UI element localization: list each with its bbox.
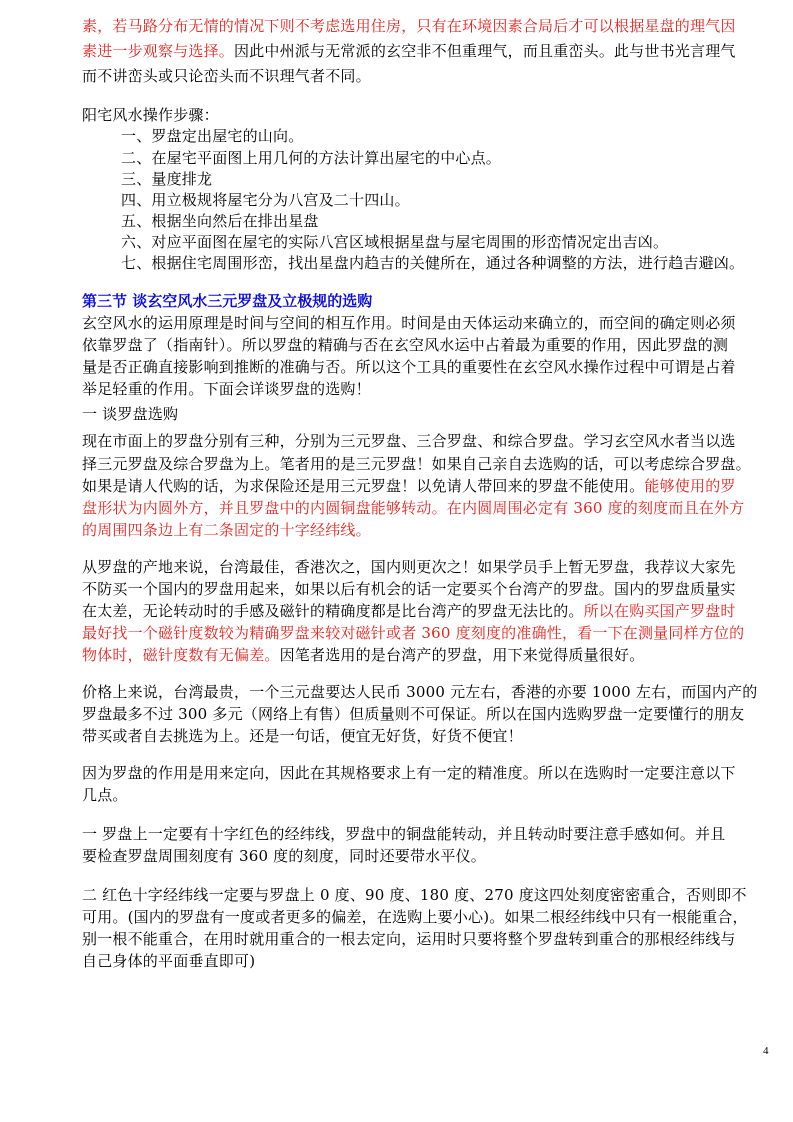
step-item-1: 一、罗盘定出屋宅的山向。 <box>121 127 304 145</box>
para7-line-4: 自己身体的平面垂直即可) <box>82 952 256 970</box>
para2-line-4 <box>82 499 744 518</box>
para1-line-1-seg-1: 素，若马路分布无情的情况下则不考虑选用住房，只有在环境因素合局后才可以根据星盘的理气因 <box>82 17 736 35</box>
intro-line-2: 依靠罗盘了（指南针）。所以罗盘的精确与否在玄空风水运中占着最为重要的作用，因此罗盘的测 <box>82 336 729 354</box>
para3-line-4 <box>82 624 744 643</box>
intro-line-4: 举足轻重的作用。下面会详谈罗盘的选购！ <box>82 380 371 398</box>
para3-line-2 <box>82 580 736 599</box>
para1-line-1 <box>82 17 736 36</box>
para2-line-5 <box>82 521 371 540</box>
step-item-5: 五、根据坐向然后在排出星盘 <box>121 212 319 230</box>
intro-line-1: 玄空风水的运用原理是时间与空间的相互作用。时间是由天体运动来确立的，而空间的确定则必须 <box>82 314 736 332</box>
step-item-4: 四、用立极规将屋宅分为八宫及二十四山。 <box>121 191 410 209</box>
para2-line-1-seg-1: 现在市面上的罗盘分别有三种，分别为三元罗盘、三合罗盘、和综合罗盘。学习玄空风水者当以选 <box>82 432 736 450</box>
para3-line-1-seg-1: 从罗盘的产地来说，台湾最佳，香港次之，国内则更次之！如果学员手上暂无罗盘，我荐议大家先 <box>82 558 736 576</box>
para6-line-2: 要检查罗盘周围刻度有 360 度的刻度，同时还要带水平仪。 <box>82 847 486 865</box>
para3-line-5-seg-1: 物体时，磁针度数有无偏差。 <box>82 646 280 664</box>
step-item-6: 六、对应平面图在屋宅的实际八宫区域根据星盘与屋宅周围的形峦情况定出吉凶。 <box>121 233 669 251</box>
para3-line-3 <box>82 602 736 621</box>
para2-line-2-seg-1: 择三元罗盘及综合罗盘为上。笔者用的是三元罗盘！如果自己亲自去选购的话，可以考虑综合罗盘。 <box>82 455 751 473</box>
para2-line-5-seg-1: 的周围四条边上有二条固定的十字经纬线。 <box>82 521 371 539</box>
step-item-2: 二、在屋宅平面图上用几何的方法计算出屋宅的中心点。 <box>121 149 502 167</box>
para3-line-4-seg-1: 最好找一个磁针度数较为精确罗盘来较对磁针或者 360 度刻度的准确性，看一下在测量同样方位的 <box>82 624 745 642</box>
para7-line-2: 可用。(国内的罗盘有一度或者更多的偏差，在选购上要小心)。如果二根经纬线中只有一根能重合， <box>82 908 748 926</box>
intro-line-3: 量是否正确直接影响到推断的准确与否。所以这个工具的重要性在玄空风水操作过程中可谓是占着 <box>82 358 736 376</box>
para3-line-1 <box>82 558 736 577</box>
para3-line-2-seg-1: 不防买一个国内的罗盘用起来，如果以后有机会的话一定要买个台湾产的罗盘。国内的罗盘质量实 <box>82 580 736 598</box>
para3-line-5 <box>82 646 644 665</box>
page-number: 4 <box>763 1045 769 1057</box>
para7-line-3: 别一根不能重合，在用时就用重合的一根去定向，运用时只要将整个罗盘转到重合的那根经纬线与 <box>82 930 736 948</box>
para3-line-3-seg-1: 在太差，无论转动时的手感及磁针的精确度都是比台湾产的罗盘无法比的。 <box>82 602 584 620</box>
para4-line-2: 罗盘最多不过 300 多元（网络上有售）但质量则不可保证。所以在国内选购罗盘一定要懂行的朋友 <box>82 705 745 723</box>
para4-line-1: 价格上来说，台湾最贵，一个三元盘要达人民币 3000 元左右，香港的亦要 1000 左右，而国内产的 <box>82 683 758 701</box>
para7-line-1: 二 红色十字经纬线一定要与罗盘上 0 度、90 度、180 度、270 度这四处刻度密密重合，否则即不 <box>82 886 747 904</box>
para1-line-3-seg-1: 而不讲峦头或只论峦头而不识理气者不同。 <box>82 67 371 85</box>
step-item-7: 七、根据住宅周围形峦，找出星盘内趋吉的关健所在，通过各种调整的方法，进行趋吉避凶。 <box>121 254 745 272</box>
para3-line-5-seg-2: 因笔者选用的是台湾产的罗盘，用下来觉得质量很好。 <box>279 646 645 664</box>
para5-line-2: 几点。 <box>82 786 128 804</box>
step-item-3: 三、量度排龙 <box>121 170 213 188</box>
para1-line-3 <box>82 67 371 86</box>
para5-line-1: 因为罗盘的作用是用来定向，因此在其规格要求上有一定的精准度。所以在选购时一定要注意以下 <box>82 764 736 782</box>
para2-line-3-seg-2: 能够使用的罗 <box>644 477 736 495</box>
section-heading: 第三节 谈玄空风水三元罗盘及立极规的选购 <box>82 292 373 310</box>
para6-line-1: 一 罗盘上一定要有十字红色的经纬线，罗盘中的铜盘能转动，并且转动时要注意手感如何。并且 <box>82 825 726 843</box>
para1-line-2 <box>82 42 736 61</box>
para2-line-2 <box>82 455 751 474</box>
para1-line-2-seg-1: 素进一步观察与选择。 <box>82 42 235 60</box>
para1-line-2-seg-2: 因此中州派与无常派的玄空非不但重理气，而且重峦头。此与世书光言理气 <box>234 42 736 60</box>
para2-line-4-seg-1: 盘形状为内圆外方，并且罗盘中的内圆铜盘能够转动。在内圆周围必定有 360 度的刻度而且在外方 <box>82 499 745 517</box>
sub-heading: 一 谈罗盘选购 <box>82 405 179 423</box>
para4-line-3: 带买或者自去挑选为上。还是一句话，便宜无好货，好货不便宜！ <box>82 727 523 745</box>
steps-title: 阳宅风水操作步骤： <box>82 106 219 124</box>
para2-line-3-seg-1: 如果是请人代购的话，为求保险还是用三元罗盘！以免请人带回来的罗盘不能使用。 <box>82 477 645 495</box>
para2-line-3 <box>82 477 736 496</box>
para3-line-3-seg-2: 所以在购买国产罗盘时 <box>583 602 736 620</box>
para2-line-1 <box>82 432 736 451</box>
